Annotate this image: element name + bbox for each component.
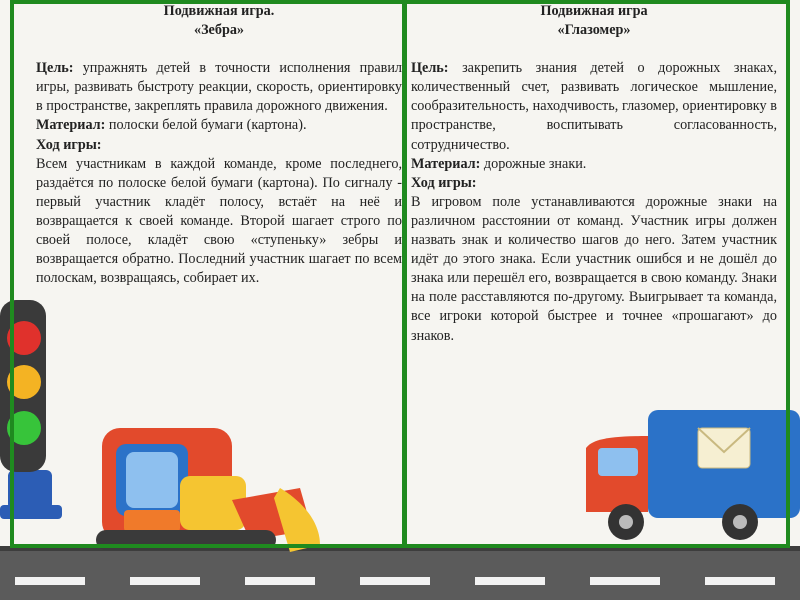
right-material-label: Материал: (411, 155, 481, 172)
right-title-line-2: «Глазомер» (557, 22, 631, 39)
right-game-text (411, 2, 777, 346)
left-game-text (36, 2, 402, 288)
right-goal-label: Цель: (411, 60, 449, 77)
right-material (411, 155, 777, 174)
left-course-text: Всем участникам в каждой команде, кроме последнего, раздаётся по полоске белой бумаги (картона). По сигналу - первый участник кладёт полосу, встаёт на неё и возвращается к своей команде. Второй шагает строго по своей полосе, кладёт свою «ступеньку» зебры и возвращается обратно. Последний участник шагает по всем полоскам, возвращаясь, собирает их. (36, 155, 402, 287)
left-goal (36, 59, 402, 116)
left-goal-label: Цель: (36, 60, 74, 77)
left-material-label: Материал: (36, 117, 106, 134)
left-material-text: полоски белой бумаги (картона). (105, 117, 307, 134)
right-course-text: В игровом поле устанавливаются дорожные знаки на различном расстоянии от команд. Участник игры должен назвать знак и количество шагов до него. Затем участник идёт до этого знака. Если участник ошибся и не дошёл до знака или перешёл его, возвращается в свою команду. Знаки на поле расставляются по-другому. Выигрывает та команда, все игроки которой быстрее и точнее «прошагают» до знаков. (411, 193, 777, 344)
left-title-line-1: Подвижная игра. (163, 3, 275, 19)
right-material-text: дорожные знаки. (480, 155, 587, 172)
road (0, 548, 800, 600)
left-title-line-2: «Зебра» (193, 22, 245, 39)
right-title-line-1: Подвижная игра (540, 3, 648, 19)
right-course-label: Ход игры: (411, 174, 477, 191)
right-goal-text: закрепить знания детей о дорожных знаках, количественный счет, развивать логическое мышление, сообразительность, находчивость, глазомер, ориентировку в пространстве, воспитывать согласованность, сотрудничество. (411, 60, 777, 153)
right-goal (411, 59, 777, 154)
left-goal-text: упражнять детей в точности исполнения правил игры, развивать быстроту реакции, скорость, ориентировку в пространстве, закреплять правила дорожного движения. (36, 60, 402, 115)
left-course-label: Ход игры: (36, 136, 102, 153)
left-material (36, 116, 402, 135)
